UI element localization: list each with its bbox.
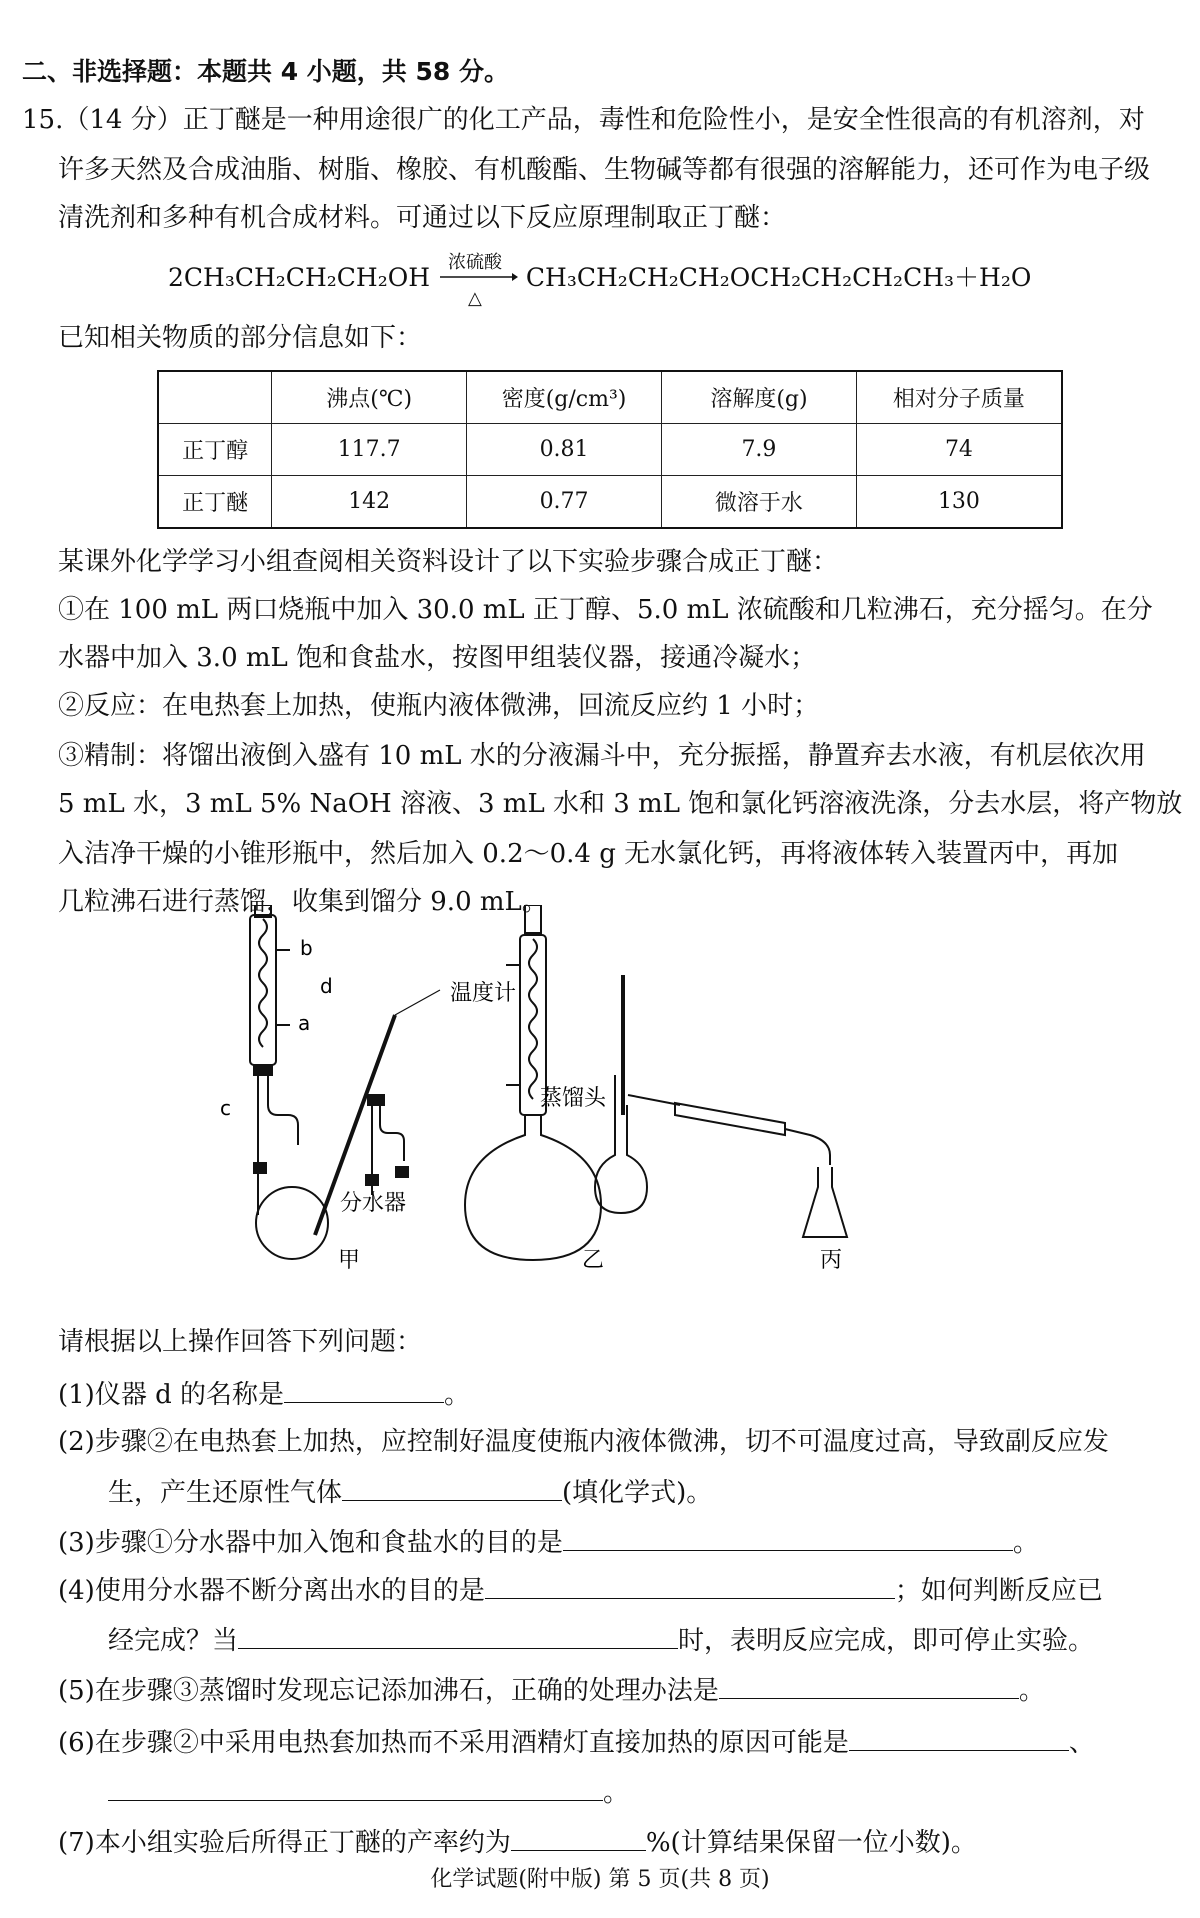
question-5: (5)在步骤③蒸馏时发现忘记添加沸石，正确的处理办法是 。 [58,1668,1045,1711]
label-distill-head: 蒸馏头 [540,1086,607,1111]
reaction-products: CH₃CH₂CH₂CH₂OCH₂CH₂CH₂CH₃＋H₂O [525,263,1032,292]
answer-blank-1[interactable] [284,1372,444,1403]
answer-blank-3[interactable] [563,1520,1013,1551]
questions-intro: 请根据以上操作回答下列问题： [58,1327,423,1357]
answer-blank-5[interactable] [719,1668,1019,1699]
question-7: (7)本小组实验后所得正丁醚的产率约为 %(计算结果保留一位小数)。 [58,1820,977,1863]
table-header-cell: 密度(g/cm³) [467,371,662,424]
question-4-line-1: (4)使用分水器不断分离出水的目的是 ；如何判断反应已 [58,1568,1103,1611]
label-jia: 甲 [338,1248,361,1273]
answer-blank-7[interactable] [511,1820,646,1851]
table-cell: 微溶于水 [662,476,857,529]
page-footer: 化学试题(附中版) 第 5 页(共 8 页) [430,1867,770,1892]
table-header-cell [158,371,272,424]
answer-blank-4a[interactable] [485,1568,895,1599]
answer-blank-4b[interactable] [238,1618,678,1649]
table-cell: 130 [856,476,1062,529]
bing-apparatus-icon [595,975,847,1237]
table-row [158,424,1062,476]
question-4-line-2: 经完成？当 时，表明反应完成，即可停止实验。 [108,1618,1094,1661]
q15-intro-line-2: 许多天然及合成油脂、树脂、橡胶、有机酸酯、生物碱等都有很强的溶解能力，还可作为电子级 [58,155,1151,185]
table-header-cell: 溶解度(g) [662,371,857,424]
condenser-d-icon [250,905,290,1075]
q15-intro-line-3: 清洗剂和多种有机合成材料。可通过以下反应原理制取正丁醚： [58,203,787,233]
label-c: c [220,1096,231,1120]
label-thermometer: 温度计 [450,981,517,1006]
apparatus-diagram [220,905,1000,1285]
separator-c-icon [254,1075,298,1215]
procedure-line-7: 入洁净干燥的小锥形瓶中，然后加入 0.2～0.4 g 无水氯化钙，再将液体转入装置丙中，再加 [58,839,1119,869]
table-header-cell: 相对分子质量 [856,371,1062,424]
reaction-heat: △ [467,287,482,309]
label-bing: 丙 [820,1248,843,1273]
flask-icon [256,1187,328,1259]
table-caption: 已知相关物质的部分信息如下： [58,323,423,353]
question-3: (3)步骤①分水器中加入饱和食盐水的目的是 。 [58,1520,1039,1563]
section-title: 二、非选择题：本题共 4 小题，共 58 分。 [22,57,510,86]
question-2-line-2: 生，产生还原性气体 (填化学式)。 [108,1470,712,1513]
reaction-reactant: 2CH₃CH₂CH₂CH₂OH [168,263,431,292]
answer-blank-2[interactable] [342,1470,562,1501]
procedure-line-2: ①在 100 mL 两口烧瓶中加入 30.0 mL 正丁醇、5.0 mL 浓硫酸和几粒沸石，充分摇匀。在分 [58,595,1153,625]
q15-intro-line-1: 15.（14 分）正丁醚是一种用途很广的化工产品，毒性和危险性小，是安全性很高的有机溶剂，对 [22,105,1145,135]
properties-table [157,370,1063,529]
label-yi: 乙 [582,1248,605,1273]
table-cell: 0.77 [467,476,662,529]
label-separator: 分水器 [340,1191,407,1216]
table-cell: 117.7 [272,424,467,476]
table-cell: 正丁醇 [158,424,272,476]
label-d: d [320,974,333,998]
procedure-line-8: 几粒沸石进行蒸馏，收集到馏分 9.0 mL。 [58,887,548,917]
procedure-line-4: ②反应：在电热套上加热，使瓶内液体微沸，回流反应约 1 小时； [58,691,820,721]
answer-blank-6a[interactable] [849,1720,1069,1751]
procedure-line-5: ③精制：将馏出液倒入盛有 10 mL 水的分液漏斗中，充分振摇，静置弃去水液，有机层依次用 [58,741,1146,771]
question-6-line-1: (6)在步骤②中采用电热套加热而不采用酒精灯直接加热的原因可能是 、 [58,1720,1095,1763]
question-2-line-1: (2)步骤②在电热套上加热，应控制好温度使瓶内液体微沸，切不可温度过高，导致副反应发 [58,1427,1109,1457]
table-cell: 142 [272,476,467,529]
table-row [158,476,1062,529]
question-6-line-2: 。 [108,1770,629,1813]
label-b: b [300,936,313,960]
table-cell: 正丁醚 [158,476,272,529]
table-header-row [158,371,1062,424]
reaction-arrow [438,251,518,309]
yi-apparatus-icon [465,905,601,1260]
table-cell: 0.81 [467,424,662,476]
answer-blank-6b[interactable] [108,1770,603,1801]
reaction-catalyst: 浓硫酸 [447,251,502,273]
question-1: (1)仪器 d 的名称是 。 [58,1372,470,1415]
table-cell: 74 [856,424,1062,476]
procedure-line-6: 5 mL 水，3 mL 5% NaOH 溶液、3 mL 水和 3 mL 饱和氯化钙溶液洗涤，分去水层，将产物放 [58,789,1183,819]
reaction-equation [168,251,1032,309]
table-header-cell: 沸点(℃) [272,371,467,424]
water-separator-icon [366,1095,408,1195]
table-cell: 7.9 [662,424,857,476]
procedure-line-3: 水器中加入 3.0 mL 饱和食盐水，按图甲组装仪器，接通冷凝水； [58,643,817,673]
label-a: a [298,1011,311,1035]
procedure-line-1: 某课外化学学习小组查阅相关资料设计了以下实验步骤合成正丁醚： [58,547,839,577]
